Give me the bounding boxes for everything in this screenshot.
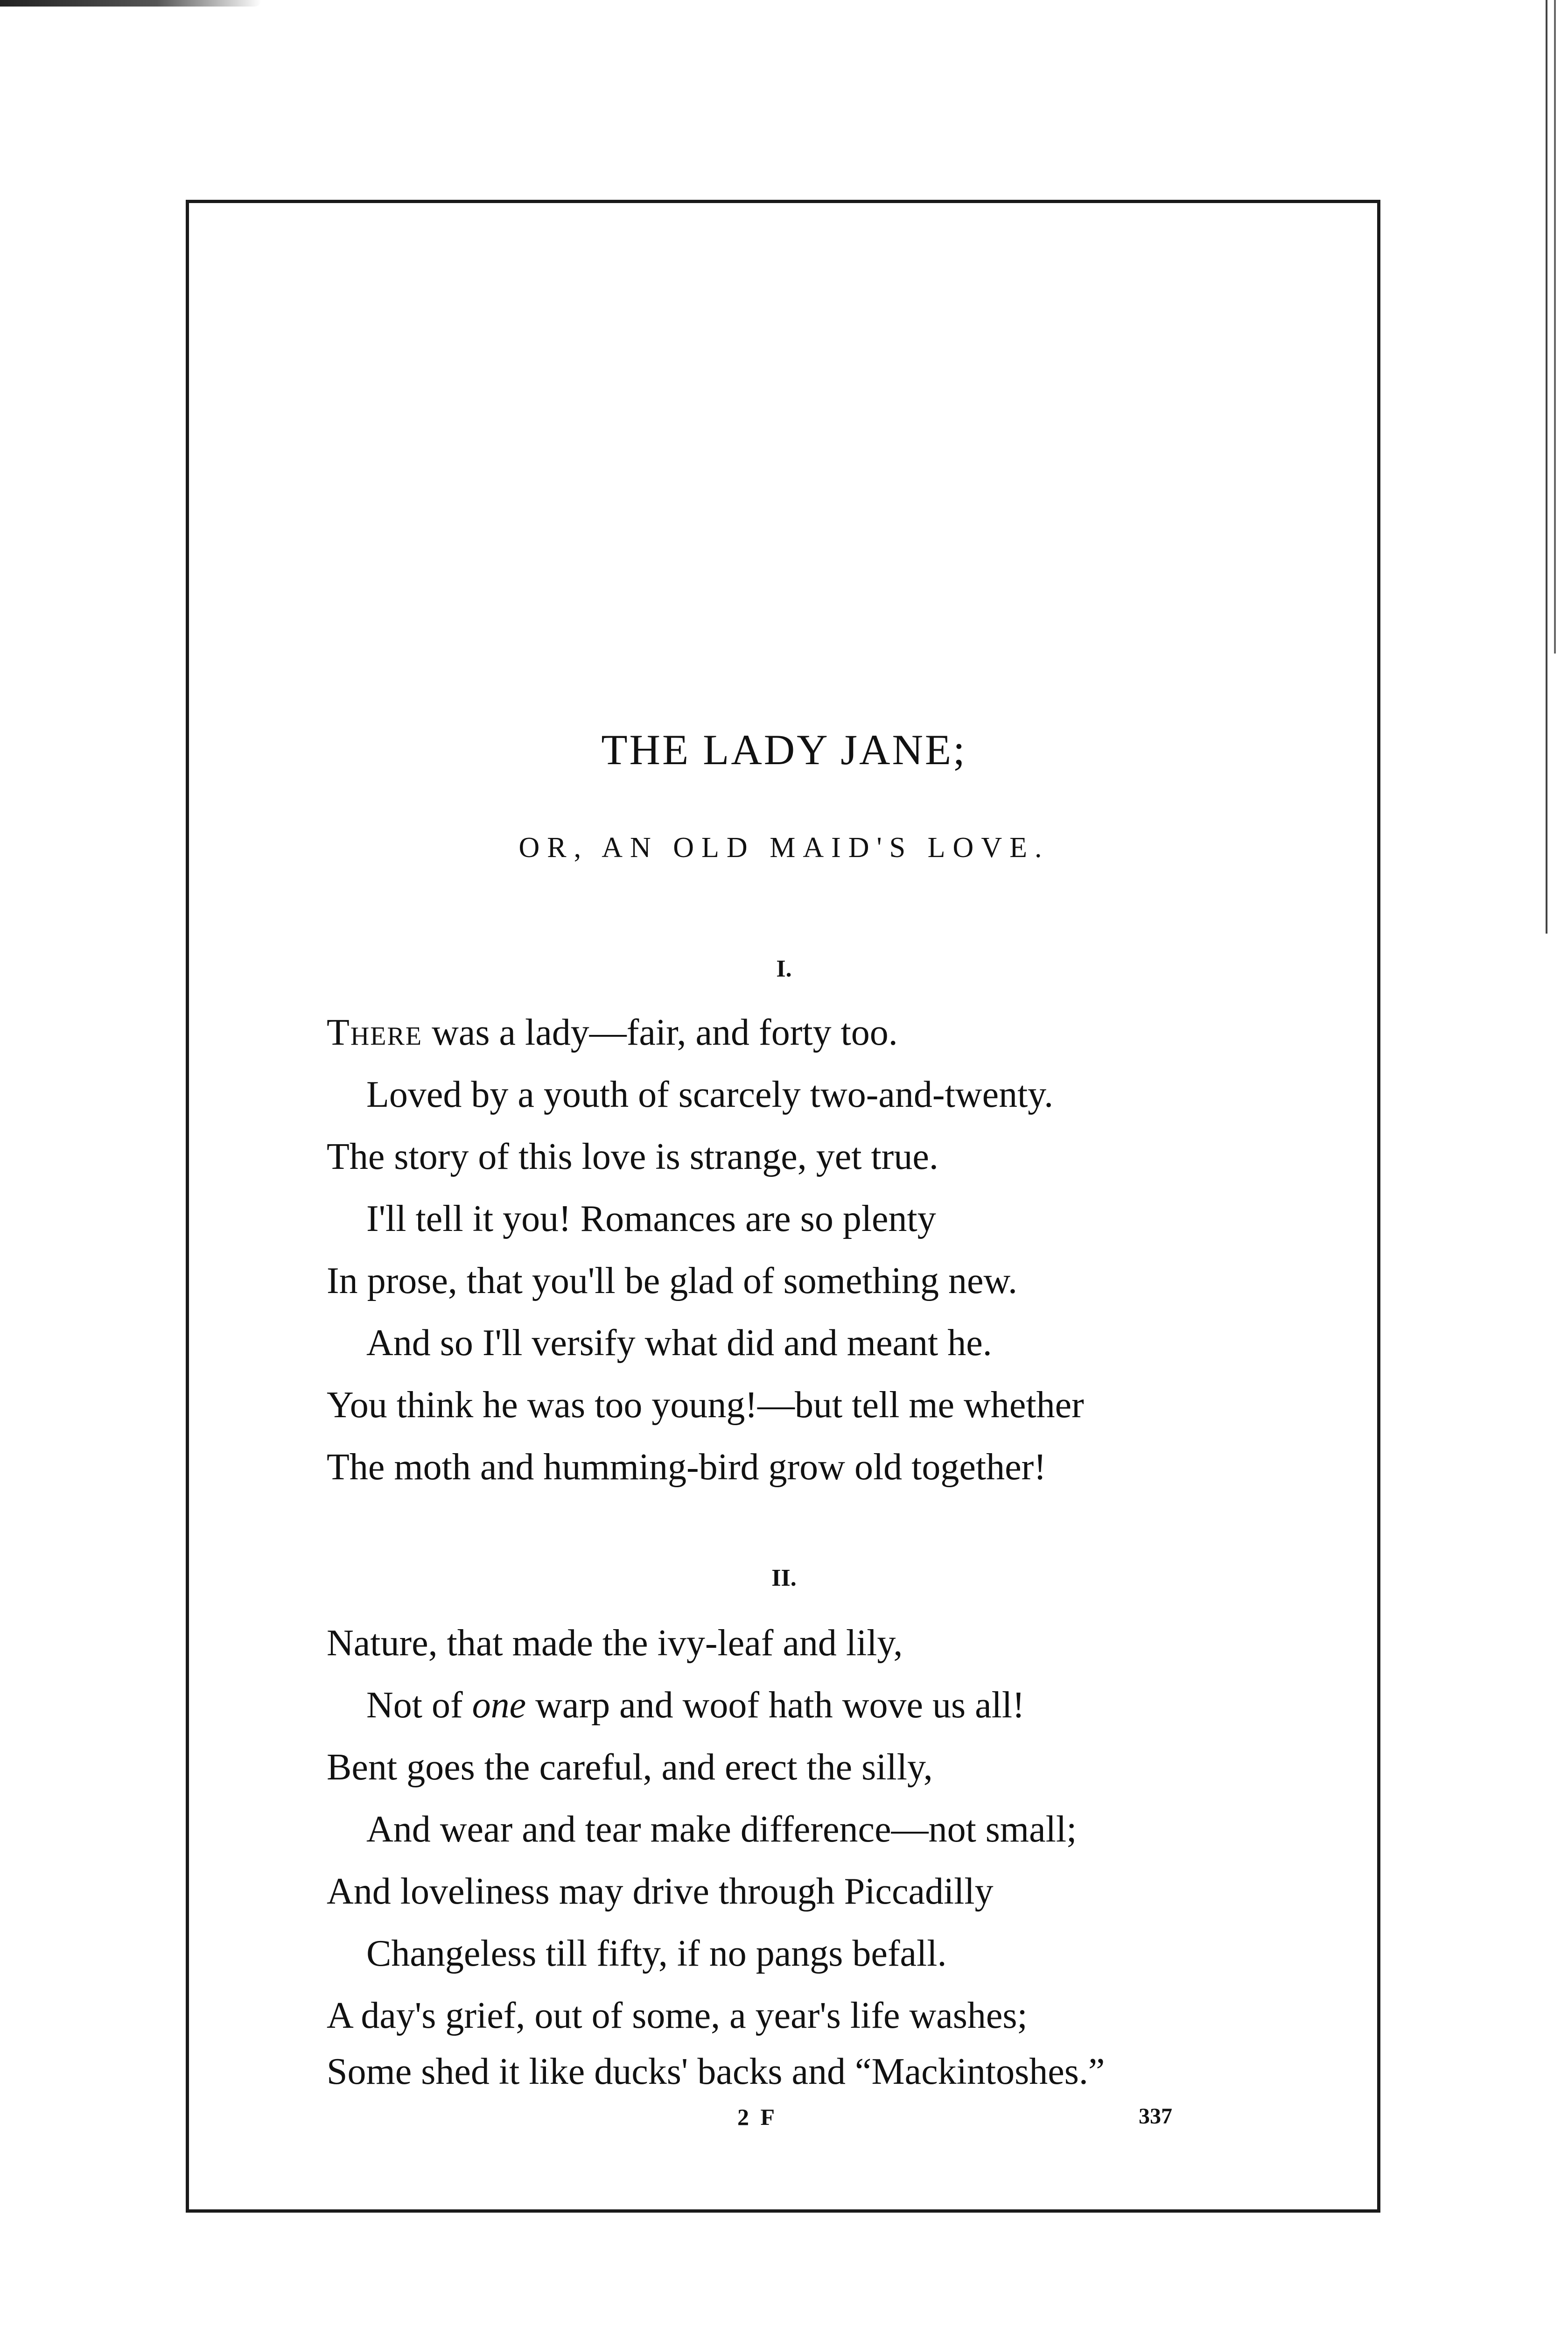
verse-line: You think he was too young!—but tell me whether bbox=[327, 1385, 1084, 1426]
verse-line: The moth and humming-bird grow old together! bbox=[327, 1447, 1046, 1488]
scan-edge-line bbox=[1546, 0, 1547, 934]
verse-line: The story of this love is strange, yet true. bbox=[327, 1136, 938, 1177]
verse-line: Nature, that made the ivy-leaf and lily, bbox=[327, 1623, 903, 1664]
verse-line bbox=[366, 1687, 1025, 1724]
verse-line: Loved by a youth of scarcely two-and-twenty. bbox=[366, 1074, 1054, 1115]
verse-first-word: There bbox=[327, 1012, 423, 1053]
verse-line: And so I'll versify what did and meant he. bbox=[366, 1322, 992, 1364]
verse-line: I'll tell it you! Romances are so plenty bbox=[366, 1198, 936, 1239]
verse-line: Bent goes the careful, and erect the silly, bbox=[327, 1747, 933, 1788]
verse-line: Some shed it like ducks' backs and “Mackintoshes.” bbox=[327, 2051, 1105, 2092]
stanza-number: I. bbox=[776, 956, 792, 982]
poem-subtitle: OR, AN OLD MAID'S LOVE. bbox=[518, 832, 1050, 864]
verse-line bbox=[327, 1014, 898, 1051]
emphasized-word: one bbox=[472, 1685, 526, 1726]
verse-line-text: warp and woof hath wove us all! bbox=[526, 1685, 1025, 1726]
poem-title: THE LADY JANE; bbox=[601, 726, 967, 773]
verse-line: Changeless till fifty, if no pangs befall. bbox=[366, 1933, 947, 1974]
scan-edge-smudge bbox=[0, 0, 261, 7]
page-number: 337 bbox=[1139, 2104, 1172, 2129]
verse-line: In prose, that you'll be glad of something new. bbox=[327, 1260, 1018, 1301]
verse-line: And loveliness may drive through Piccadilly bbox=[327, 1871, 994, 1912]
verse-line-text: Not of bbox=[366, 1685, 472, 1726]
verse-line: And wear and tear make difference—not small; bbox=[366, 1809, 1077, 1850]
verse-line: A day's grief, out of some, a year's life washes; bbox=[327, 1995, 1028, 2036]
signature-mark: 2 F bbox=[737, 2104, 778, 2130]
scan-edge-line bbox=[1554, 0, 1556, 654]
stanza-number: II. bbox=[771, 1565, 797, 1591]
verse-line-text: was a lady—fair, and forty too. bbox=[422, 1012, 898, 1053]
